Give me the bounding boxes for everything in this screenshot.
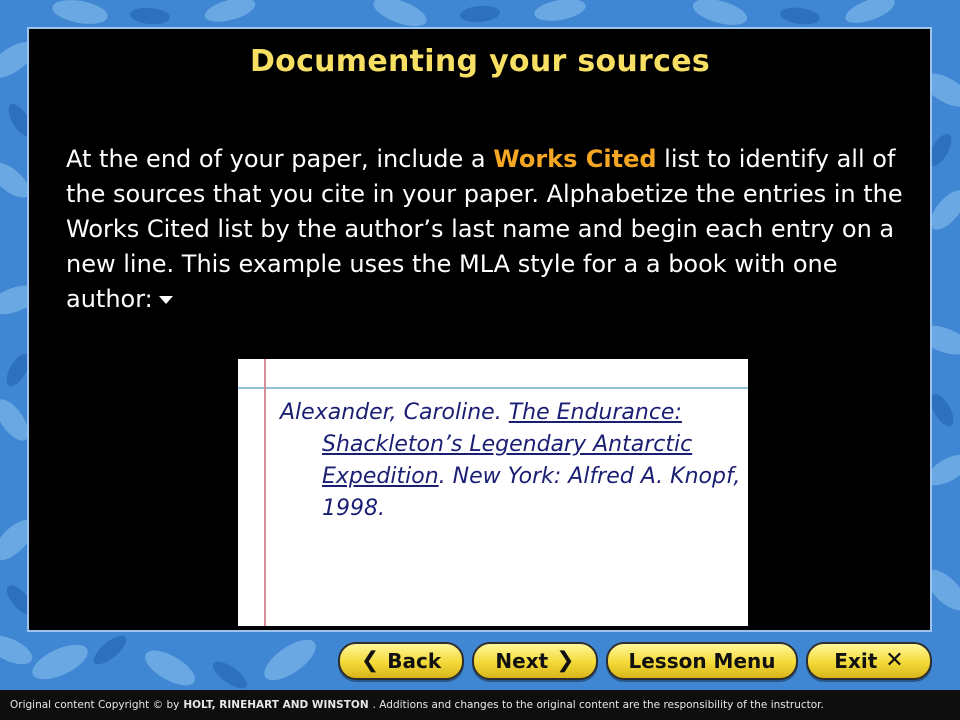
footer-prefix: Original content Copyright © by bbox=[10, 699, 180, 711]
lesson-menu-label: Lesson Menu bbox=[628, 649, 776, 673]
chevron-right-icon: ❯ bbox=[556, 648, 575, 673]
copyright-footer bbox=[0, 690, 960, 720]
close-icon: ✕ bbox=[885, 648, 904, 673]
next-button[interactable] bbox=[472, 642, 598, 680]
paper-rule-line bbox=[238, 387, 748, 389]
next-button-label: Next bbox=[495, 649, 549, 673]
citation-book-title: The Endurance: Shackleton’s Legendary Antarctic Expedition bbox=[322, 400, 693, 489]
citation-publication: . New York: Alfred A. Knopf, 1998. bbox=[322, 464, 741, 521]
citation-author: Alexander, Caroline. bbox=[280, 400, 509, 425]
exit-button[interactable] bbox=[806, 642, 932, 680]
body-text-start: At the end of your paper, include a bbox=[66, 145, 494, 173]
slide-title: Documenting your sources bbox=[249, 44, 711, 79]
exit-button-label: Exit bbox=[834, 649, 878, 673]
lesson-menu-button[interactable] bbox=[606, 642, 798, 680]
slide-body-text bbox=[66, 142, 916, 317]
notebook-paper bbox=[238, 359, 748, 626]
mla-citation bbox=[280, 397, 748, 525]
footer-suffix: . Additions and changes to the original content are the responsibility of the instructor. bbox=[372, 699, 824, 711]
paper-margin-line bbox=[264, 359, 266, 626]
body-text-end: list to identify all of the sources that you cite in your paper. Alphabetize the entries in the Works Cited list by the author’s last name and begin each entry on a new line. This example uses the MLA style for a a book with one author: bbox=[66, 145, 903, 313]
back-button-label: Back bbox=[387, 649, 442, 673]
footer-publisher: HOLT, RINEHART AND WINSTON bbox=[183, 699, 369, 711]
arrow-down-icon bbox=[159, 296, 173, 304]
works-cited-highlight: Works Cited bbox=[493, 145, 657, 173]
back-button[interactable] bbox=[338, 642, 464, 680]
chevron-left-icon: ❮ bbox=[360, 648, 380, 673]
